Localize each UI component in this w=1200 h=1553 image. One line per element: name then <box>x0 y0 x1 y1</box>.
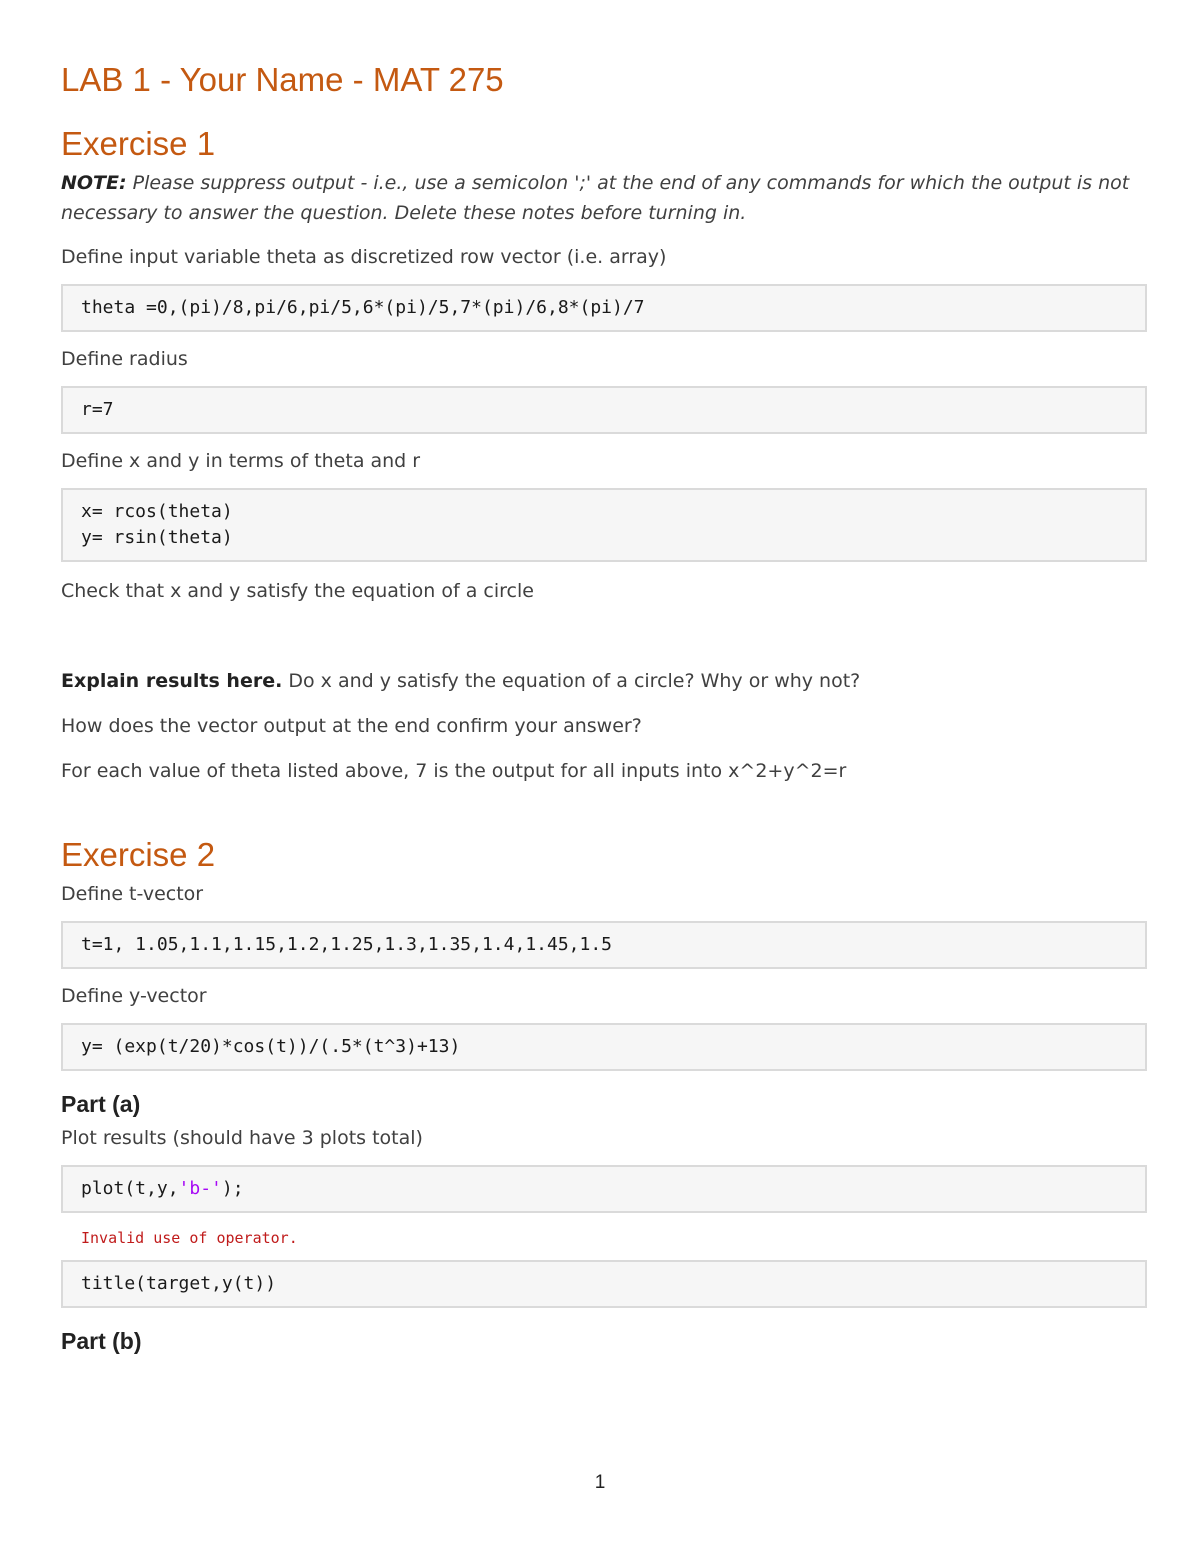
define-xy-text: Define x and y in terms of theta and r <box>61 450 421 472</box>
code-block-plot[interactable] <box>61 1165 1147 1213</box>
error-message: Invalid use of operator. <box>81 1229 298 1247</box>
plot-results-text: Plot results (should have 3 plots total) <box>61 1127 423 1149</box>
check-circle-text: Check that x and y satisfy the equation of a circle <box>61 580 534 602</box>
explain-label: Explain results here. <box>61 670 283 692</box>
code-theta: theta =0,(pi)/8,pi/6,pi/5,6*(pi)/5,7*(pi)/6,8*(pi)/7 <box>81 297 645 318</box>
explain-paragraph <box>61 666 1147 696</box>
code-title: title(target,y(t)) <box>81 1273 277 1294</box>
code-y-vector: y= (exp(t/20)*cos(t))/(.5*(t^3)+13) <box>81 1036 461 1057</box>
code-plot-string: 'b-' <box>178 1178 222 1199</box>
code-radius: r=7 <box>81 399 114 420</box>
code-y: y= rsin(theta) <box>81 527 233 548</box>
code-block-title[interactable] <box>61 1260 1147 1308</box>
code-block-xy[interactable] <box>61 488 1147 562</box>
define-radius-text: Define radius <box>61 348 188 370</box>
note-label: NOTE: <box>61 172 127 194</box>
how-text: How does the vector output at the end confirm your answer? <box>61 715 642 737</box>
page-number: 1 <box>594 1472 606 1493</box>
document-page <box>61 50 1147 1356</box>
code-block-theta[interactable] <box>61 284 1147 332</box>
code-plot-prefix: plot(t,y, <box>81 1178 179 1199</box>
code-x: x= rcos(theta) <box>81 501 233 522</box>
code-block-radius[interactable] <box>61 386 1147 434</box>
part-b-heading: Part (b) <box>61 1328 142 1354</box>
exercise-2-heading: Exercise 2 <box>61 836 216 873</box>
explain-text: Do x and y satisfy the equation of a circle? Why or why not? <box>282 670 861 692</box>
part-a-heading: Part (a) <box>61 1091 141 1117</box>
code-block-y[interactable] <box>61 1023 1147 1071</box>
define-y-text: Define y-vector <box>61 985 207 1007</box>
note-paragraph <box>61 168 1147 228</box>
define-theta-text: Define input variable theta as discretized row vector (i.e. array) <box>61 246 667 268</box>
code-t: t=1, 1.05,1.1,1.15,1.2,1.25,1.3,1.35,1.4,1.45,1.5 <box>81 934 613 955</box>
define-t-text: Define t-vector <box>61 883 204 905</box>
note-text: Please suppress output - i.e., use a semicolon ';' at the end of any commands for which the output is not necessary to answer the question. Delete these notes before turning in. <box>61 172 1130 224</box>
code-plot-suffix: ); <box>221 1178 244 1199</box>
document-title: LAB 1 - Your Name - MAT 275 <box>61 61 504 98</box>
exercise-1-heading: Exercise 1 <box>61 125 216 162</box>
code-block-t[interactable] <box>61 921 1147 969</box>
answer-text: For each value of theta listed above, 7 is the output for all inputs into x^2+y^2=r <box>61 760 847 782</box>
